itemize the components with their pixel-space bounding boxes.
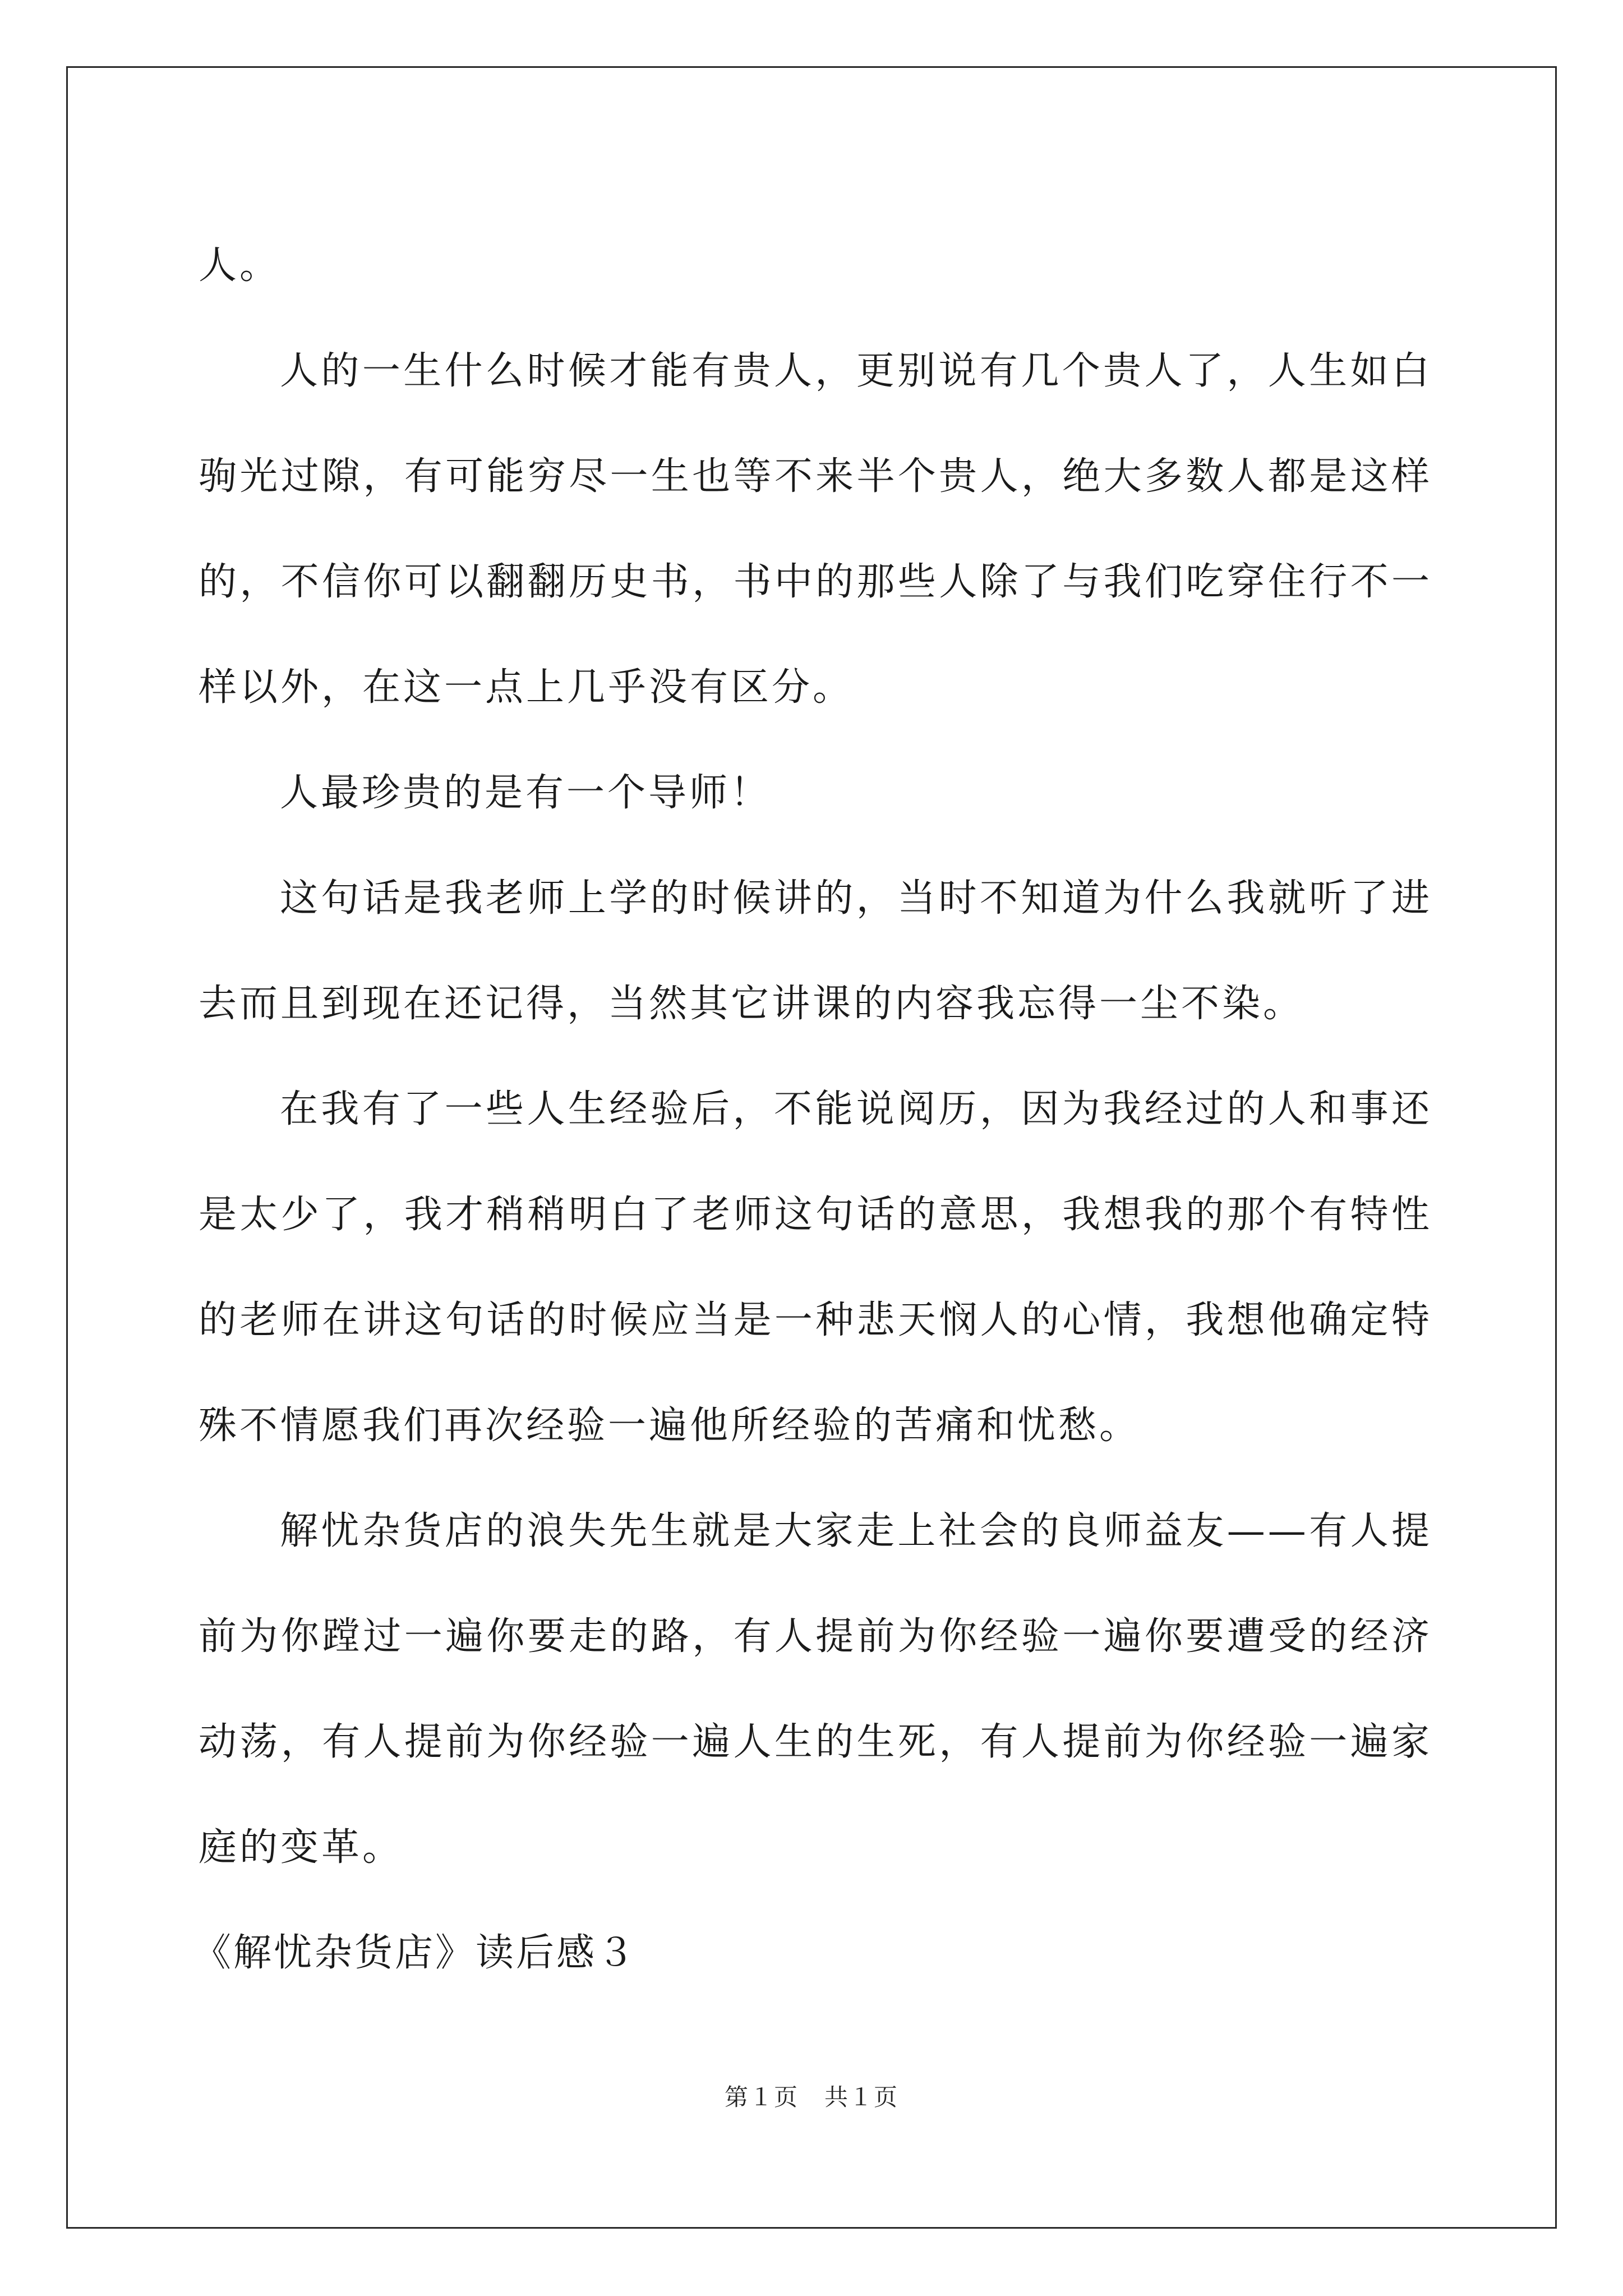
paragraph-4: 这句话是我老师上学的时候讲的，当时不知道为什么我就听了进去而且到现在还记得，当然其它讲课的内容我忘得一尘不染。	[199, 876, 1432, 1026]
paragraph-1: 人。	[199, 243, 281, 288]
page-total: 共１页	[824, 2083, 899, 2111]
page-footer	[0, 2079, 1623, 2113]
document-body	[193, 213, 1432, 2006]
paragraph-2: 人的一生什么时候才能有贵人，更别说有几个贵人了，人生如白驹光过隙，有可能穷尽一生也等不来半个贵人，绝大多数人都是这样的，不信你可以翻翻历史书，书中的那些人除了与我们吃穿住行不一样以外，在这一点上几乎没有区分。	[199, 349, 1432, 710]
paragraph-6: 解忧杂货店的浪失先生就是大家走上社会的良师益友——有人提前为你蹚过一遍你要走的路，有人提前为你经验一遍你要遭受的经济动荡，有人提前为你经验一遍人生的生死，有人提前为你经验一遍家庭的变革。	[199, 1509, 1432, 1870]
section-heading: 《解忧杂货店》读后感３	[193, 1931, 638, 1975]
page-number: 第１页	[724, 2083, 799, 2111]
paragraph-5: 在我有了一些人生经验后，不能说阅历，因为我经过的人和事还是太少了，我才稍稍明白了老师这句话的意思，我想我的那个有特性的老师在讲这句话的时候应当是一种悲天悯人的心情，我想他确定特殊不情愿我们再次经验一遍他所经验的苦痛和忧愁。	[199, 1087, 1432, 1448]
paragraph-3: 人最珍贵的是有一个导师！	[280, 771, 772, 815]
